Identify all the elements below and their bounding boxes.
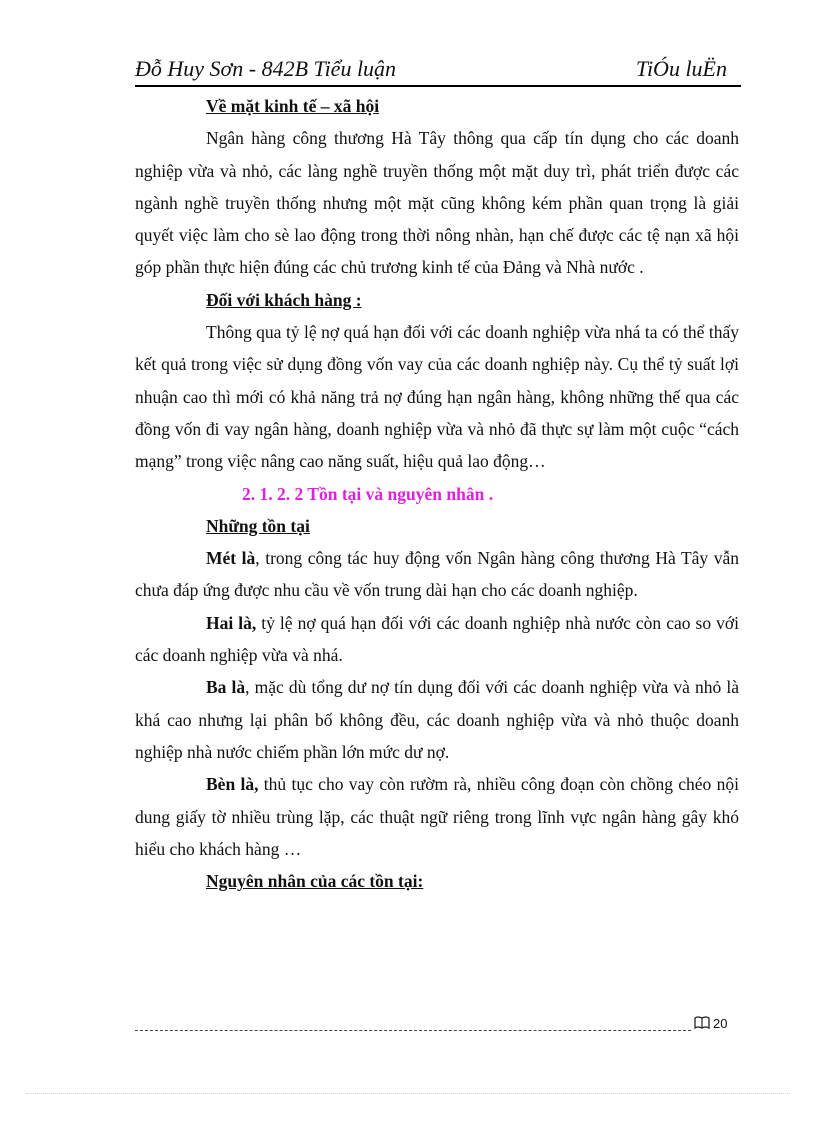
shortcoming-item-3: [135, 671, 739, 768]
page-number: 20: [713, 1016, 728, 1031]
heading-customers: Đối với khách hàng :: [206, 289, 362, 310]
item-lead: Hai là,: [206, 612, 257, 633]
header-title: TiÓu luËn: [635, 56, 727, 81]
book-icon: [694, 1016, 710, 1030]
item-lead: Mét là: [206, 548, 256, 569]
item-text: , trong công tác huy động vốn Ngân hàng công thương Hà Tây vẫn chưa đáp ứng được nhu cầu về vốn trung dài hạn cho các doanh nghiệp.: [135, 548, 739, 601]
shortcoming-item-4: [135, 768, 739, 865]
heading-causes: Nguyên nhân của các tồn tại:: [206, 871, 424, 892]
paragraph-economic-social: Ngân hàng công thương Hà Tây thông qua cấp tín dụng cho các doanh nghiệp vừa và nhỏ, các làng nghề truyền thống một mặt duy trì, phát triển được các ngành nghề truyền thống nhưng một mặt cũng không kém phần quan trọng là giải quyết việc làm cho sè lao động trong thời nông nhàn, hạn chế được các tệ nạn xã hội góp phần thực hiện đúng các chủ trương kinh tế của Đảng và Nhà nước .: [135, 128, 739, 278]
item-text: tỷ lệ nợ quá hạn đối với các doanh nghiệp nhà nước còn cao so với các doanh nghiệp vừa và nhá.: [135, 612, 739, 666]
page-break-line: [26, 1093, 790, 1094]
shortcoming-item-2: [135, 607, 739, 672]
section-title: 2. 1. 2. 2 Tồn tại và nguyên nhân .: [242, 483, 494, 504]
shortcoming-item-1: [135, 542, 739, 607]
heading-shortcomings: Những tồn tại: [206, 515, 310, 536]
item-lead: Ba là: [206, 677, 246, 698]
page-footer: [135, 1016, 741, 1038]
paragraph-customers: Thông qua tỷ lệ nợ quá hạn đối với các doanh nghiệp vừa nhá ta có thể thấy kết quả trong việc sử dụng đồng vốn vay của các doanh nghiệp này. Cụ thể tỷ suất lợi nhuận cao thì mới có khả năng trả nợ đúng hạn ngân hàng, không những thế qua các đồng vốn đi vay ngân hàng, doanh nghiệp vừa và nhỏ đã thực sự làm một cuộc “cách mạng” trong việc nâng cao năng suất, hiệu quả lao động…: [135, 322, 739, 472]
heading-economic-social: Về mặt kinh tế – xã hội: [206, 96, 380, 116]
item-lead: Bèn là,: [206, 774, 259, 795]
item-text: thủ tục cho vay còn rườm rà, nhiều công đoạn còn chồng chéo nội dung giấy tờ nhiều trùng lặp, các thuật ngữ riêng trong lĩnh vực ngân hàng gây khó hiểu cho khách hàng …: [135, 774, 739, 859]
item-text: , mặc dù tổng dư nợ tín dụng đối với các doanh nghiệp vừa và nhỏ là khá cao nhưng lại phân bố không đều, các doanh nghiệp vừa và nhỏ thuộc doanh nghiệp nhà nước chiếm phần lớn mức dư nợ.: [135, 677, 739, 762]
header-author: Đỗ Huy Sơn - 842B Tiểu luận: [135, 56, 397, 81]
document-body: [135, 90, 739, 897]
footer-dotted-rule: [135, 1030, 691, 1031]
page-header: [135, 55, 741, 87]
